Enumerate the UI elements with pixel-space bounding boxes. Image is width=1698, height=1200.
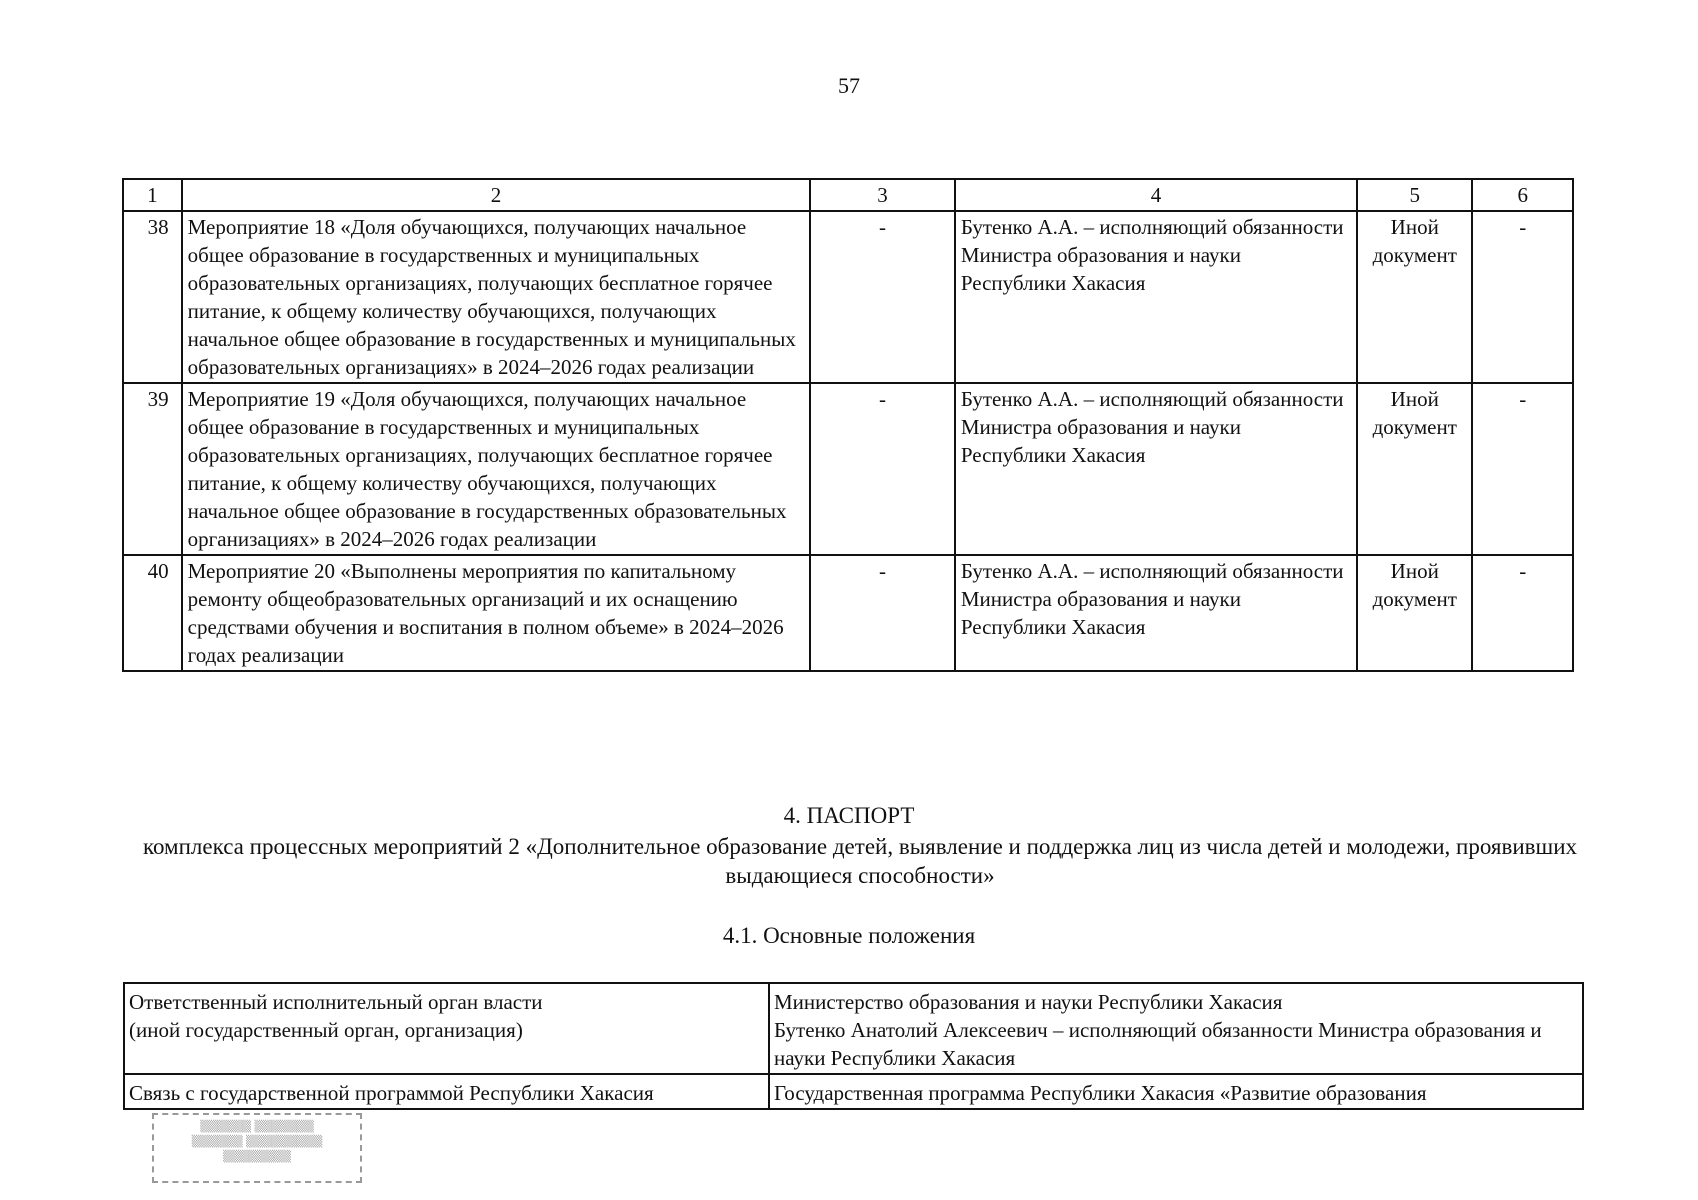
passport-value bbox=[769, 983, 1583, 1074]
section-heading: 4. ПАСПОРТ bbox=[783, 803, 915, 828]
document-type: Иной документ bbox=[1357, 555, 1472, 671]
document-type: Иной документ bbox=[1357, 383, 1472, 555]
passport-label-line: (иной государственный орган, организация) bbox=[129, 1018, 523, 1042]
row-col6-value: - bbox=[1472, 555, 1573, 671]
passport-label-line: Ответственный исполнительный орган власти bbox=[129, 990, 543, 1014]
stamp-line: ▒▒▒▒▒▒ ▒▒▒▒▒▒▒ bbox=[200, 1120, 314, 1133]
header-col-4: 4 bbox=[955, 179, 1357, 211]
subsection-heading: 4.1. Основные положения bbox=[722, 923, 976, 948]
passport-value-line: Министерство образования и науки Республики Хакасия bbox=[774, 990, 1283, 1014]
header-col-3: 3 bbox=[810, 179, 955, 211]
passport-label-line: Связь с государственной программой Республики Хакасия bbox=[129, 1081, 654, 1105]
header-col-2: 2 bbox=[182, 179, 811, 211]
passport-label bbox=[124, 1074, 769, 1109]
page-number: 57 bbox=[838, 73, 860, 98]
passport-table bbox=[123, 982, 1584, 1110]
responsible-person: Бутенко А.А. – исполняющий обязанности Министра образования и науки Республики Хакасия bbox=[955, 211, 1357, 383]
document-type: Иной документ bbox=[1357, 211, 1472, 383]
stamp-line: ▒▒▒▒▒▒▒▒ bbox=[223, 1150, 291, 1163]
activity-description: Мероприятие 18 «Доля обучающихся, получающих начальное общее образование в государственных и муниципальных образовательных организациях, получающих бесплатное горячее питание, к общему количеству обучающихся, получающих начальное общее образование в государственных и муниципальных образовательных организациях» в 2024–2026 годах реализации bbox=[182, 211, 811, 383]
passport-value bbox=[769, 1074, 1583, 1109]
row-col3-value: - bbox=[810, 383, 955, 555]
header-col-6: 6 bbox=[1472, 179, 1573, 211]
row-col3-value: - bbox=[810, 555, 955, 671]
row-number: 38 bbox=[123, 211, 182, 383]
row-col6-value: - bbox=[1472, 383, 1573, 555]
activity-description: Мероприятие 20 «Выполнены мероприятия по капитальному ремонту общеобразовательных организаций и их оснащению средствами обучения и воспитания в полном объеме» в 2024–2026 годах реализации bbox=[182, 555, 811, 671]
header-col-1: 1 bbox=[123, 179, 182, 211]
passport-row bbox=[124, 1074, 1583, 1109]
responsible-person: Бутенко А.А. – исполняющий обязанности Министра образования и науки Республики Хакасия bbox=[955, 383, 1357, 555]
passport-value-line: Государственная программа Республики Хакасия «Развитие образования bbox=[774, 1081, 1427, 1105]
stamp-line: ▒▒▒▒▒▒ ▒▒▒▒▒▒▒▒▒ bbox=[191, 1135, 323, 1148]
passport-row bbox=[124, 983, 1583, 1074]
section-subtitle: комплекса процессных мероприятий 2 «Дополнительное образование детей, выявление и поддержка лиц из числа детей и молодежи, проявивших выдающиеся способности» bbox=[142, 834, 1578, 888]
passport-value-line: Бутенко Анатолий Алексеевич – исполняющий обязанности Министра образования и науки Республики Хакасия bbox=[774, 1018, 1542, 1070]
row-number: 39 bbox=[123, 383, 182, 555]
activities-table bbox=[122, 178, 1574, 672]
document-stamp bbox=[152, 1113, 362, 1183]
table-row bbox=[123, 211, 1573, 383]
responsible-person: Бутенко А.А. – исполняющий обязанности Министра образования и науки Республики Хакасия bbox=[955, 555, 1357, 671]
table-row bbox=[123, 383, 1573, 555]
table-header-row bbox=[123, 179, 1573, 211]
row-number: 40 bbox=[123, 555, 182, 671]
activity-description: Мероприятие 19 «Доля обучающихся, получающих начальное общее образование в государственных и муниципальных образовательных организациях, получающих бесплатное горячее питание, к общему количеству обучающихся, получающих начальное общее образование в государственных образовательных организациях» в 2024–2026 годах реализации bbox=[182, 383, 811, 555]
header-col-5: 5 bbox=[1357, 179, 1472, 211]
row-col3-value: - bbox=[810, 211, 955, 383]
row-col6-value: - bbox=[1472, 211, 1573, 383]
passport-label bbox=[124, 983, 769, 1074]
table-row bbox=[123, 555, 1573, 671]
